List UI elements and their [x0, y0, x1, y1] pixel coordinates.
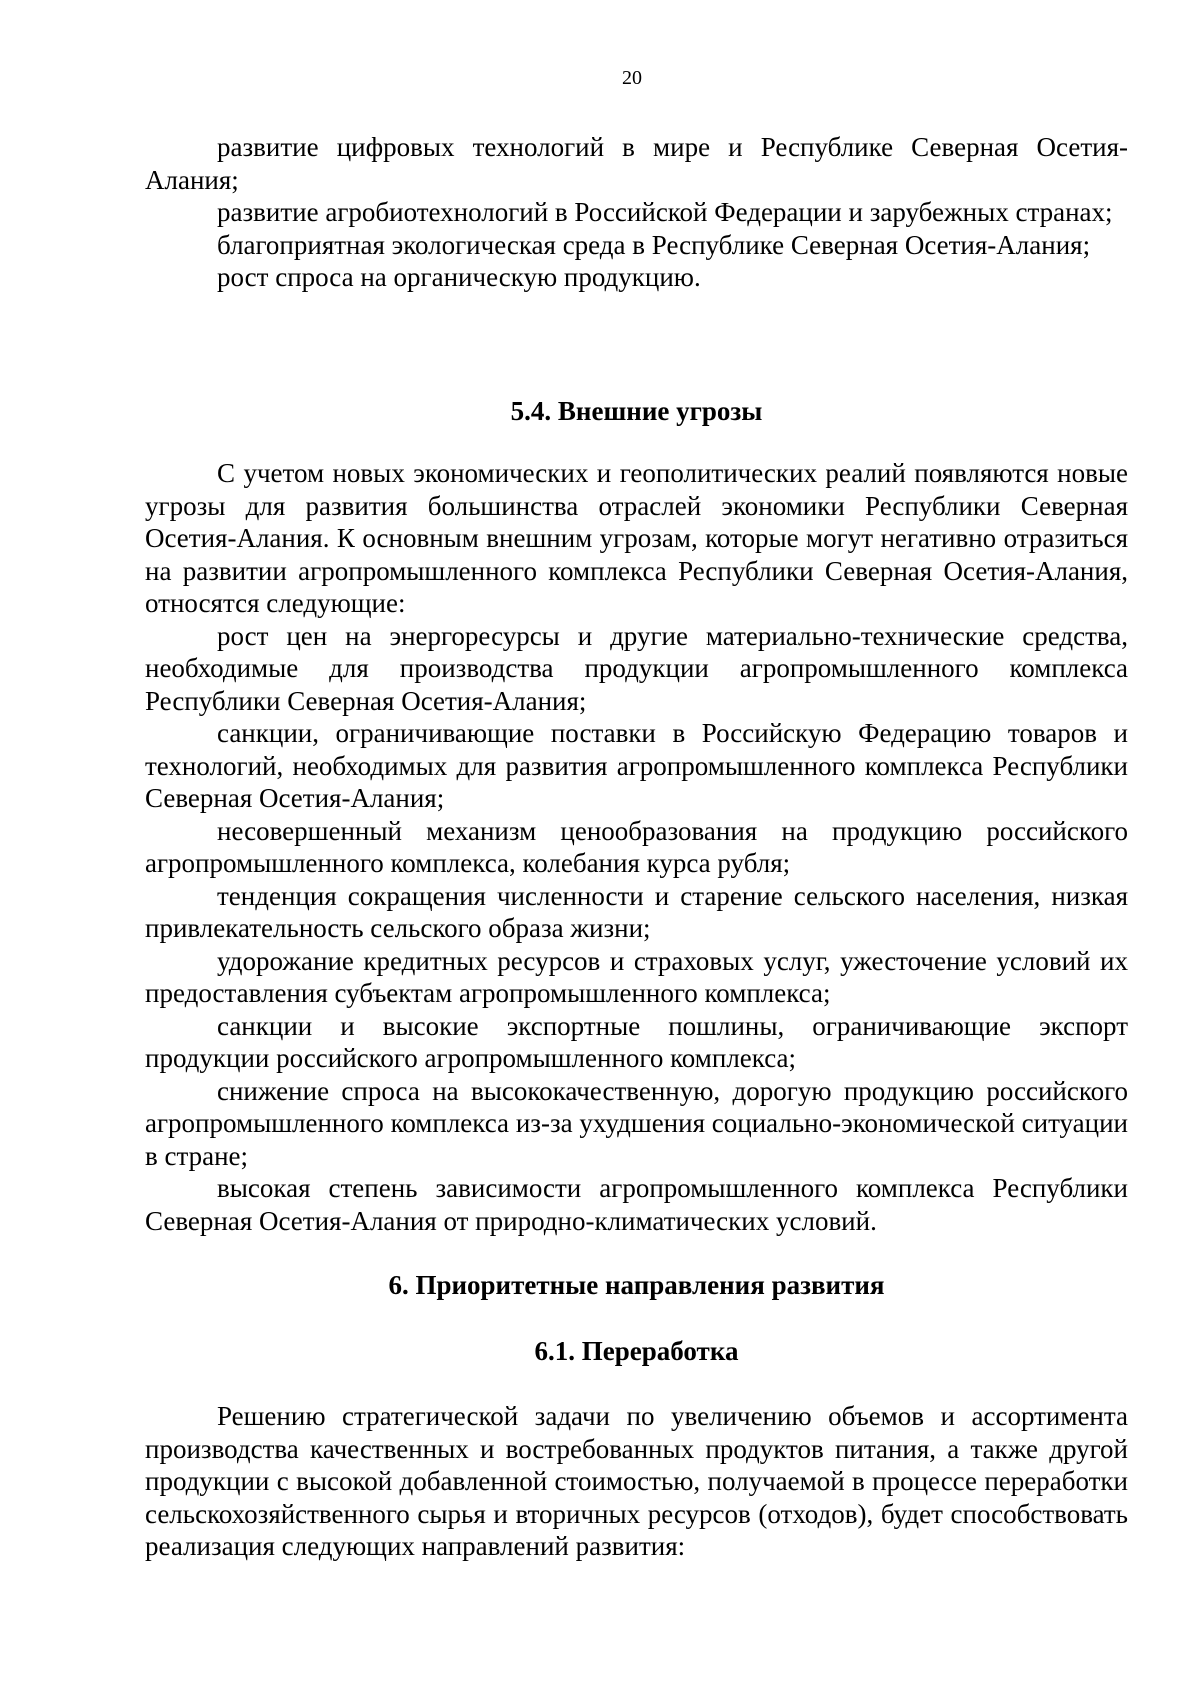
section-heading-external-threats: 5.4. Внешние угрозы [510, 396, 763, 426]
paragraph: несовершенный механизм ценообразования на продукцию российского агропромышленного комплекса, колебания курса рубля; [145, 815, 1128, 878]
paragraph: развитие цифровых технологий в мире и Республике Северная Осетия-Алания; [145, 132, 1128, 195]
paragraph: санкции, ограничивающие поставки в Российскую Федерацию товаров и технологий, необходимых для развития агропромышленного комплекса Республики Северная Осетия-Алания; [145, 718, 1128, 813]
paragraph: благоприятная экологическая среда в Республике Северная Осетия-Алания; [217, 229, 1091, 260]
paragraph: тенденция сокращения численности и старение сельского населения, низкая привлекательность сельского образа жизни; [145, 880, 1128, 943]
subsection-heading-processing: 6.1. Переработка [534, 1336, 739, 1366]
paragraph: рост цен на энергоресурсы и другие материально-технические средства, необходимые для производства продукции агропромышленного комплекса Республики Северная Осетия-Алания; [145, 620, 1128, 716]
opportunities-list [145, 131, 1128, 294]
page-number: 20 [622, 67, 642, 89]
paragraph: высокая степень зависимости агропромышленного комплекса Республики Северная Осетия-Алания от природно-климатических условий. [145, 1173, 1128, 1236]
paragraph: снижение спроса на высококачественную, дорогую продукцию российского агропромышленного комплекса из-за ухудшения социально-экономической ситуации в стране; [145, 1075, 1128, 1171]
processing-body [145, 1400, 1128, 1563]
paragraph: развитие агробиотехнологий в Российской Федерации и зарубежных странах; [217, 197, 1113, 227]
paragraph: удорожание кредитных ресурсов и страховых услуг, ужесточение условий их предоставления субъектам агропромышленного комплекса; [145, 945, 1128, 1008]
paragraph: Решению стратегической задачи по увеличению объемов и ассортимента производства качественных и востребованных продуктов питания, а также другой продукции с высокой добавленной стоимостью, получаемой в процессе переработки сельскохозяйственного сырья и вторичных ресурсов (отходов), будет способствовать реализация следующих направлений развития: [145, 1401, 1128, 1561]
external-threats-body [145, 457, 1128, 1237]
paragraph: С учетом новых экономических и геополитических реалий появляются новые угрозы для развития большинства отраслей экономики Республики Северная Осетия-Алания. К основным внешним угрозам, которые могут негативно отразиться на развитии агропромышленного комплекса Республики Северная Осетия-Алания, относятся следующие: [145, 458, 1128, 618]
section-heading-priority-directions: 6. Приоритетные направления развития [388, 1270, 885, 1300]
paragraph: рост спроса на органическую продукцию. [217, 262, 701, 292]
paragraph: санкции и высокие экспортные пошлины, ограничивающие экспорт продукции российского агропромышленного комплекса; [145, 1010, 1128, 1073]
